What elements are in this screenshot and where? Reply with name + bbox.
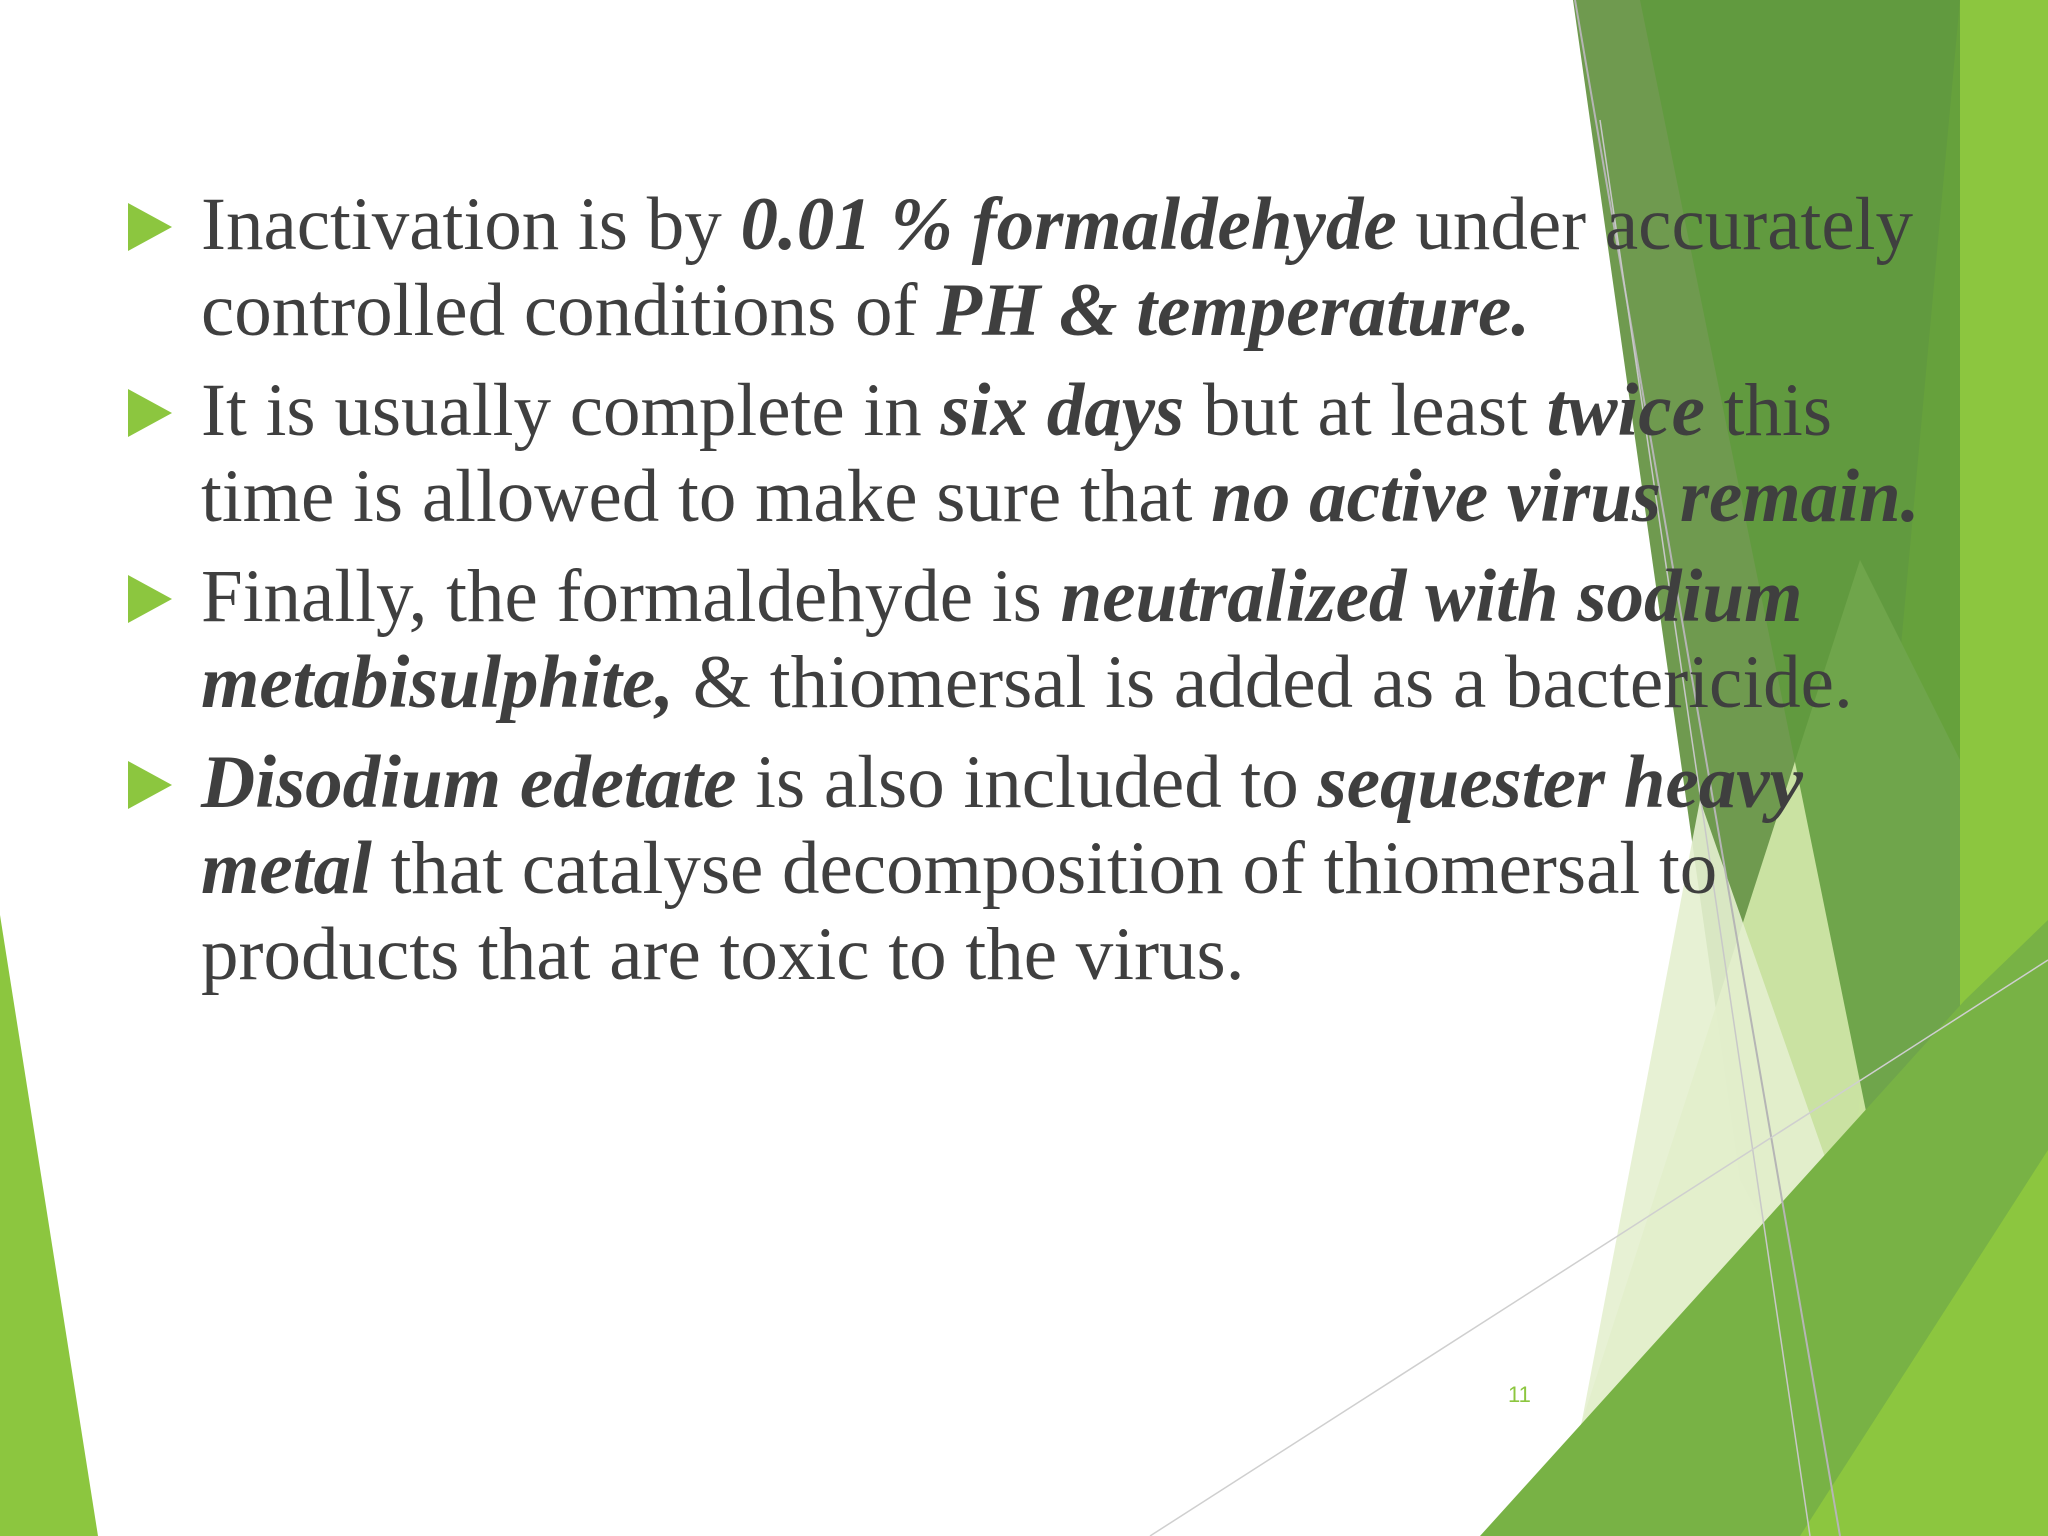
green-triangle-arrow-icon — [128, 203, 172, 251]
bullet-text — [201, 183, 1913, 352]
green-triangle-arrow-icon — [128, 389, 172, 437]
emphasis-text: Disodium edetate — [201, 741, 737, 824]
emphasis-text: six days — [940, 369, 1185, 452]
bullet-text — [201, 741, 1803, 996]
emphasis-text: twice — [1546, 369, 1705, 452]
bullet-item — [125, 740, 1925, 998]
body-text: It is usually complete in — [201, 369, 941, 452]
bullet-text — [201, 555, 1853, 724]
body-text: is also included to — [736, 741, 1318, 824]
emphasis-text: PH & temperature. — [936, 269, 1530, 352]
left-green-sliver — [0, 915, 98, 1536]
emphasis-text: 0.01 % formaldehyde — [740, 183, 1397, 266]
emphasis-text: neutralized with sodium metabisulphite, — [201, 555, 1803, 724]
bullet-list — [125, 182, 1925, 1012]
green-triangle-arrow-icon — [128, 761, 172, 809]
body-text: that catalyse decomposition of thiomersal to products that are toxic to the virus. — [201, 827, 1718, 996]
body-text: this time is allowed to make sure that — [201, 369, 1833, 538]
bullet-item — [125, 554, 1925, 726]
body-text: & thiomersal is added as a bactericide. — [673, 641, 1853, 724]
bullet-item — [125, 368, 1925, 540]
body-text: Finally, the formaldehyde is — [201, 555, 1061, 638]
green-triangle-arrow-icon — [128, 575, 172, 623]
body-text: but at least — [1184, 369, 1547, 452]
bullet-text — [201, 369, 1919, 538]
body-text: under accurately controlled conditions of — [201, 183, 1913, 352]
bullet-item — [125, 182, 1925, 354]
emphasis-text: sequester heavy metal — [201, 741, 1803, 910]
page-number: 11 — [1508, 1382, 1531, 1407]
emphasis-text: no active virus remain. — [1211, 455, 1920, 538]
body-text: Inactivation is by — [201, 183, 741, 266]
